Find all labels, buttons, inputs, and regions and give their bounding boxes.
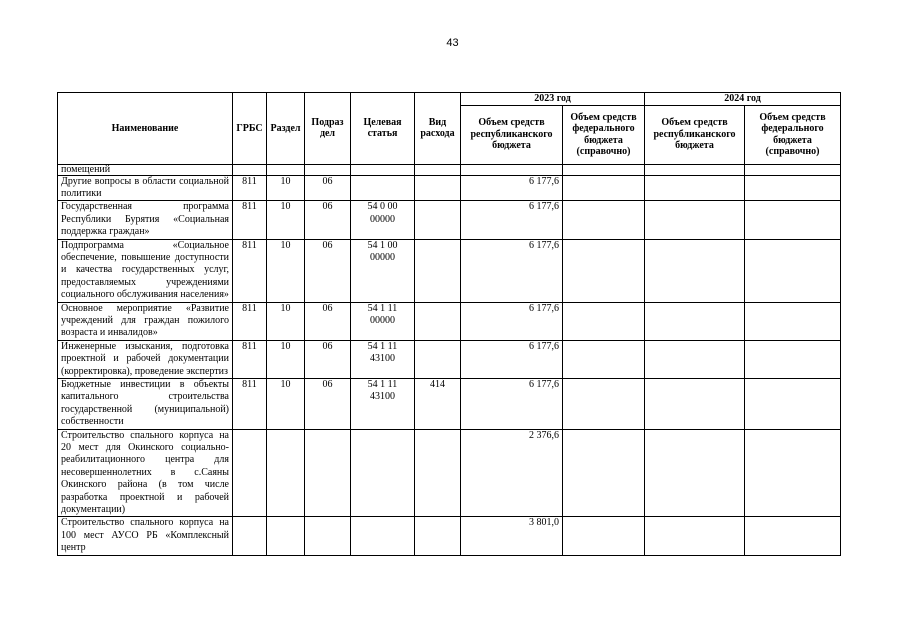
row-name: Подпрограмма «Социальное обеспечение, повышение доступности и качества государственных услуг, предоставляемых учреждениями социального обслуживания населения» [58,239,233,302]
row-2024-federal [745,379,841,430]
table-row [58,302,841,340]
row-2023-republic: 6 177,6 [461,201,563,239]
row-name: Бюджетные инвестиции в объекты капитального строительства государственной (муниципальной) собственности [58,379,233,430]
row-2023-republic: 2 376,6 [461,429,563,517]
row-subsection: 06 [305,239,351,302]
table-row [58,239,841,302]
row-section: 10 [267,239,305,302]
row-2023-federal [563,175,645,201]
row-2024-republic [645,517,745,555]
row-name: помещений [58,164,233,175]
row-expense-type [415,175,461,201]
row-grbs [233,429,267,517]
row-target: 54 0 00 00000 [351,201,415,239]
row-section: 10 [267,379,305,430]
row-name: Другие вопросы в области социальной политики [58,175,233,201]
row-name: Основное мероприятие «Развитие учреждений для граждан пожилого возраста и инвалидов» [58,302,233,340]
header-subsection: Подраз дел [305,93,351,165]
row-2024-republic [645,164,745,175]
row-2023-federal [563,379,645,430]
row-name: Строительство спального корпуса на 20 мест для Окинского социально-реабилитационного центра для несовершеннолетних в с.Саяны Окинского района (в том числе разработка проектной и рабочей документации) [58,429,233,517]
row-2024-federal [745,517,841,555]
row-2024-federal [745,340,841,378]
row-target: 54 1 00 00000 [351,239,415,302]
row-subsection [305,517,351,555]
row-2024-republic [645,239,745,302]
row-2024-republic [645,302,745,340]
header-section: Раздел [267,93,305,165]
row-target: 54 1 11 00000 [351,302,415,340]
row-grbs: 811 [233,175,267,201]
row-2023-federal [563,302,645,340]
row-subsection: 06 [305,201,351,239]
row-subsection [305,429,351,517]
row-2024-republic [645,340,745,378]
row-section [267,517,305,555]
row-target: 54 1 11 43100 [351,379,415,430]
row-subsection: 06 [305,302,351,340]
row-subsection: 06 [305,175,351,201]
row-2023-republic: 6 177,6 [461,302,563,340]
row-target [351,517,415,555]
row-expense-type [415,517,461,555]
row-grbs [233,517,267,555]
table-row [58,175,841,201]
header-2023-republic: Объем средств республиканского бюджета [461,105,563,164]
row-2023-federal [563,517,645,555]
table-row [58,164,841,175]
table-row [58,379,841,430]
table-row [58,517,841,555]
row-2024-republic [645,379,745,430]
row-2023-republic: 6 177,6 [461,175,563,201]
row-target [351,164,415,175]
row-name: Инженерные изыскания, подготовка проектной и рабочей документации (корректировка), проведение экспертиз [58,340,233,378]
row-2024-federal [745,429,841,517]
row-section: 10 [267,175,305,201]
row-grbs [233,164,267,175]
row-2023-republic: 3 801,0 [461,517,563,555]
row-2023-federal [563,201,645,239]
row-2024-federal [745,175,841,201]
row-name: Государственная программа Республики Бурятия «Социальная поддержка граждан» [58,201,233,239]
row-subsection [305,164,351,175]
row-grbs: 811 [233,379,267,430]
row-grbs: 811 [233,302,267,340]
row-expense-type [415,302,461,340]
row-2023-republic: 6 177,6 [461,379,563,430]
header-2024-federal: Объем средств федерального бюджета (справочно) [745,105,841,164]
row-2024-federal [745,239,841,302]
budget-table [57,92,841,556]
row-2023-federal [563,164,645,175]
row-expense-type [415,201,461,239]
row-2024-republic [645,201,745,239]
table-row [58,429,841,517]
header-name: Наименование [58,93,233,165]
row-target [351,175,415,201]
page-number: 43 [446,37,459,49]
row-2023-republic: 6 177,6 [461,239,563,302]
table-row [58,340,841,378]
row-target: 54 1 11 43100 [351,340,415,378]
row-expense-type: 414 [415,379,461,430]
row-2024-republic [645,175,745,201]
row-2023-federal [563,429,645,517]
row-expense-type [415,340,461,378]
header-2024-republic: Объем средств республиканского бюджета [645,105,745,164]
row-2024-republic [645,429,745,517]
row-section: 10 [267,302,305,340]
row-section [267,429,305,517]
row-expense-type [415,164,461,175]
row-grbs: 811 [233,340,267,378]
row-target [351,429,415,517]
header-2023-federal: Объем средств федерального бюджета (справочно) [563,105,645,164]
table-row [58,201,841,239]
row-grbs: 811 [233,239,267,302]
header-year-2023: 2023 год [461,93,645,106]
row-2024-federal [745,302,841,340]
row-section [267,164,305,175]
row-subsection: 06 [305,379,351,430]
header-expense-type: Вид расхода [415,93,461,165]
row-2024-federal [745,164,841,175]
row-2023-federal [563,239,645,302]
header-target: Целевая статья [351,93,415,165]
row-2023-republic: 6 177,6 [461,340,563,378]
row-grbs: 811 [233,201,267,239]
header-year-2024: 2024 год [645,93,841,106]
row-subsection: 06 [305,340,351,378]
header-grbs: ГРБС [233,93,267,165]
row-name: Строительство спального корпуса на 100 мест АУСО РБ «Комплексный центр [58,517,233,555]
row-2024-federal [745,201,841,239]
row-2023-republic [461,164,563,175]
row-expense-type [415,239,461,302]
row-section: 10 [267,340,305,378]
row-section: 10 [267,201,305,239]
row-2023-federal [563,340,645,378]
row-expense-type [415,429,461,517]
